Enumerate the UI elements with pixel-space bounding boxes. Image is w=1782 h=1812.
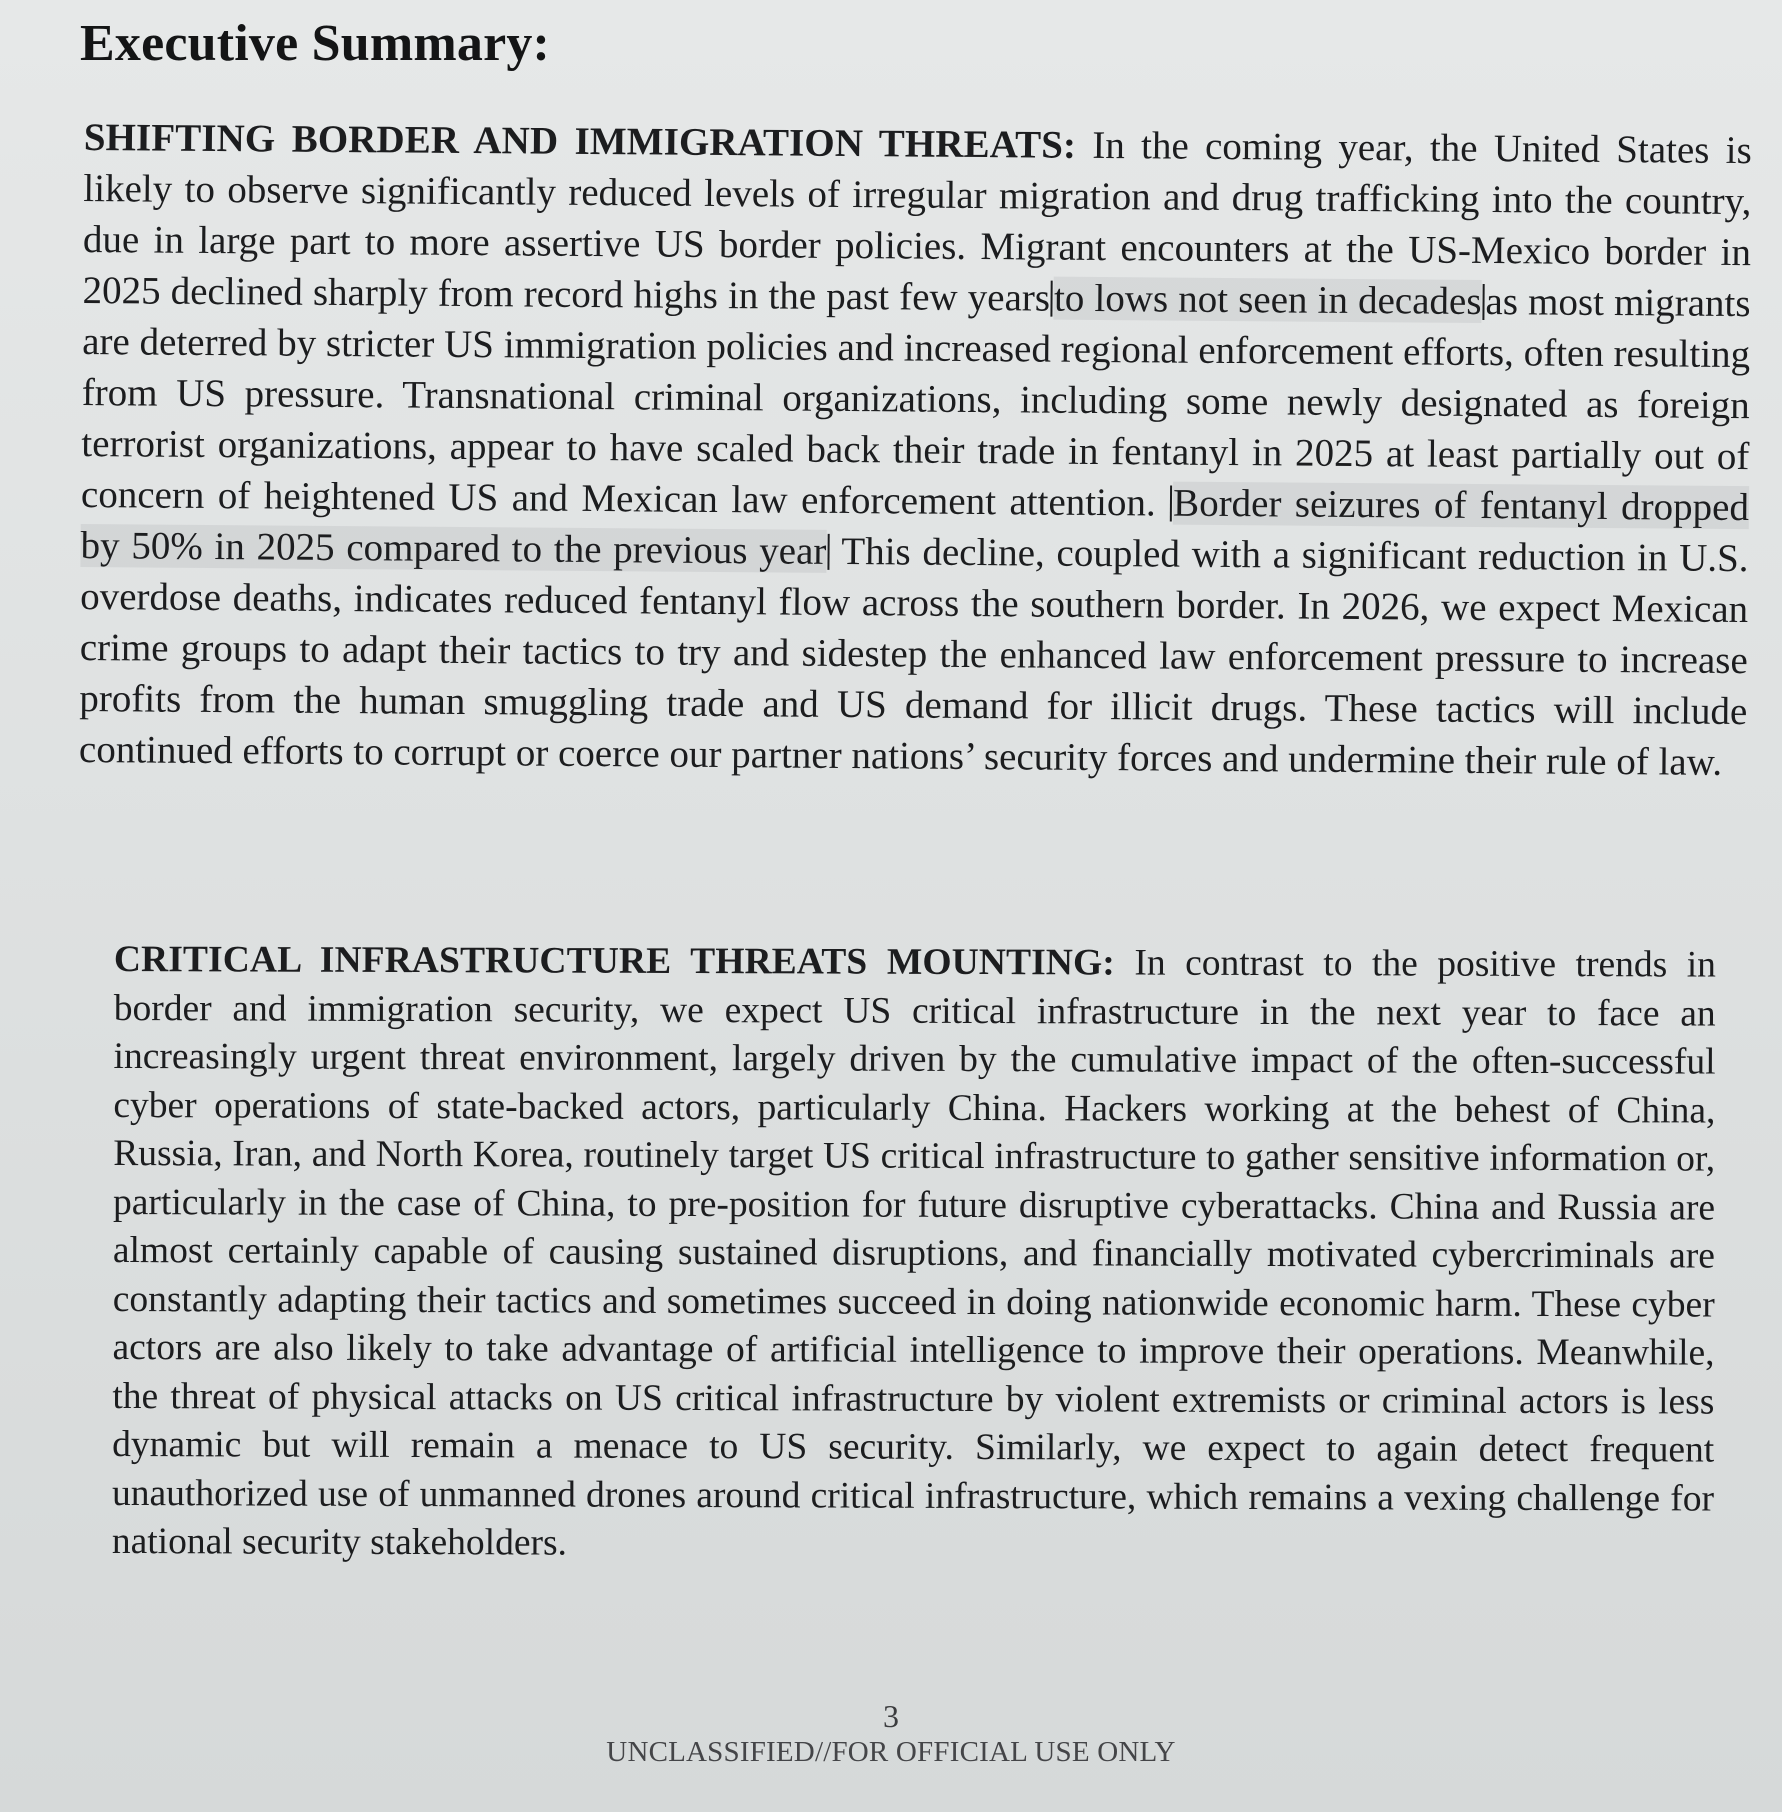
text-cursor (1482, 284, 1484, 320)
selected-text[interactable]: to lows not seen in decades (1053, 276, 1482, 323)
page-heading: Executive Summary: (80, 15, 551, 72)
paragraph-text: This decline, coupled with a significant reduction in U.S. overdose deaths, indicates reduced fentanyl flow across the southern border. In 2026, we expect Mexican crime groups to adapt their tactics to try and sidestep the enhanced law enforcement pressure to increase profits from the human smuggling trade and US demand for illicit drugs. These tactics will include continued efforts to corrupt or coerce our partner nations’ security forces and undermine their rule of law. (78, 529, 1749, 784)
section-critical-infrastructure[interactable] (112, 936, 1716, 1572)
paragraph-text: In the coming year, the United States is likely to observe significantly reduced levels of irregular migration and drug trafficking into the country, due in large part to more assertive US border policies. Migrant encounters at the US-Mexico border in 2025 declined sharply from record highs in the past few years (82, 123, 1752, 320)
page-number: 3 (883, 1698, 899, 1734)
classification-marking: UNCLASSIFIED//FOR OFFICIAL USE ONLY (606, 1736, 1176, 1768)
selected-text[interactable]: Border seizures of fentanyl dropped by 50% in 2025 compared to the previous year (80, 481, 1750, 573)
paragraph-text: as most migrants are deterred by stricter US immigration policies and increased regional enforcement efforts, often resulting from US pressure. Transnational criminal organizations, including some newly designated as foreign terrorist organizations, appear to have scaled back their trade in fentanyl in 2025 at least partially out of concern of heightened US and Mexican law enforcement attention. (80, 280, 1751, 525)
section-border-immigration[interactable] (79, 112, 1752, 788)
text-cursor (827, 534, 829, 570)
section-title: SHIFTING BORDER AND IMMIGRATION THREATS: (83, 115, 1077, 167)
paragraph-text: In contrast to the positive trends in border and immigration security, we expect US critical infrastructure in the next year to face an increasingly urgent threat environment, largely driven by the cumulative impact of the often-successful cyber operations of state-backed actors, particularly China. Hackers working at the behest of China, Russia, Iran, and North Korea, routinely target US critical infrastructure to gather sensitive information or, particularly in the case of China, to pre-position for future disruptive cyberattacks. China and Russia are almost certainly capable of causing sustained disruptions, and financially motivated cybercriminals are constantly adapting their tactics and sometimes succeed in doing nationwide economic harm. These cyber actors are also likely to take advantage of artificial intelligence to improve their operations. Meanwhile, the threat of physical attacks on US critical infrastructure by violent extremists or criminal actors is less dynamic but will remain a menace to US security. Similarly, we expect to again detect frequent unauthorized use of unmanned drones around critical infrastructure, which remains a vexing challenge for national security stakeholders. (111, 942, 1716, 1564)
section-title: CRITICAL INFRASTRUCTURE THREATS MOUNTING: (113, 939, 1115, 984)
